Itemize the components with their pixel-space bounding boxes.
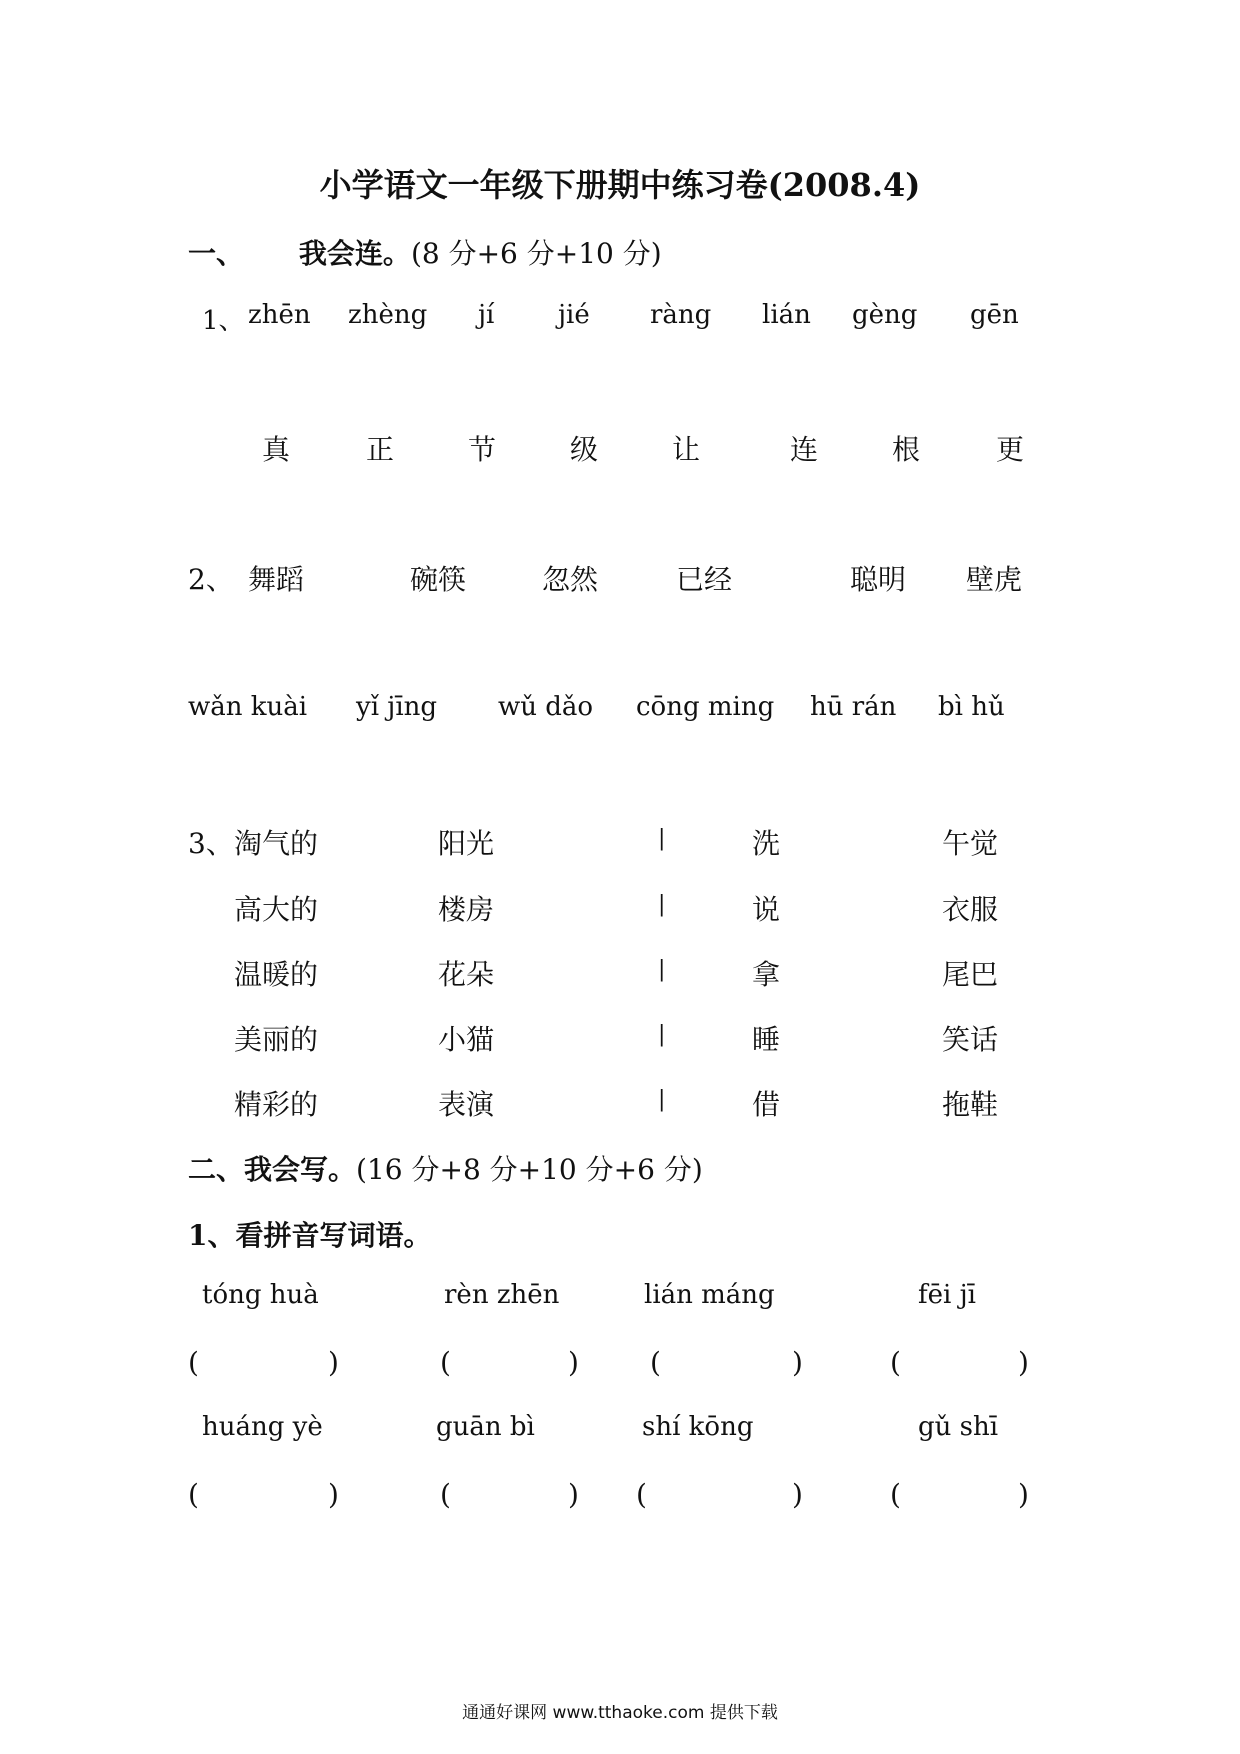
q3-separator: | [658,1022,666,1047]
q1-char-4: 让 [672,433,701,466]
answer-box-open: ( [890,1346,901,1379]
q3-object-4: 拖鞋 [942,1088,999,1121]
q3-noun-2: 花朵 [438,958,495,991]
section2-title: 我会写。 [244,1153,357,1186]
q1-pinyin-3: jié [558,300,590,330]
s2-pinyin-0: tóng huà [202,1280,319,1310]
q1-pinyin-4: ràng [650,300,712,330]
q2-pinyin-0: wǎn kuài [188,692,308,722]
s2-pinyin-6: shí kōng [642,1412,754,1442]
answer-box-open: ( [636,1478,647,1511]
q1-char-6: 根 [892,433,921,466]
q1-pinyin-2: jí [478,300,495,330]
answer-box-close: ) [328,1346,339,1379]
section2-q1-heading: 1、看拼音写词语。 [188,1219,432,1252]
answer-box-close: ) [1018,1478,1029,1511]
answer-box-close: ) [568,1346,579,1379]
answer-box-close: ) [568,1478,579,1511]
q3-adj-4: 精彩的 [234,1088,319,1121]
q3-separator: | [658,892,666,917]
answer-box-close: ) [792,1346,803,1379]
answer-box-close: ) [1018,1346,1029,1379]
s2-pinyin-5: guān bì [436,1412,535,1442]
q3-verb-4: 借 [752,1088,781,1121]
answer-box-open: ( [890,1478,901,1511]
answer-box-close: ) [328,1478,339,1511]
q3-separator: | [658,1087,666,1112]
q1-pinyin-0: zhēn [248,300,311,330]
s2-pinyin-2: lián máng [644,1280,775,1310]
q3-separator: | [658,957,666,982]
s2-pinyin-1: rèn zhēn [444,1280,560,1310]
q3-object-0: 午觉 [942,827,999,860]
q3-object-3: 笑话 [942,1023,999,1056]
q1-label: 1、 [202,306,245,336]
q2-pinyin-3: cōng ming [636,692,775,722]
q3-noun-3: 小猫 [438,1023,495,1056]
section1-heading [188,232,662,272]
q2-label: 2、 [188,563,234,596]
q1-pinyin-7: gēn [970,300,1019,330]
q3-adj-3: 美丽的 [234,1023,319,1056]
section1-points: (8 分+6 分+10 分) [410,237,662,270]
q3-separator: | [658,826,666,851]
q1-pinyin-1: zhèng [348,300,428,330]
q1-char-1: 正 [366,433,395,466]
q3-label: 3、 [188,827,234,860]
q2-pinyin-5: bì hǔ [938,692,1005,722]
q3-object-2: 尾巴 [942,958,999,991]
footer-credit: 通通好课网 www.tthaoke.com 提供下载 [462,1703,778,1723]
q3-verb-1: 说 [752,893,781,926]
section2-points: (16 分+8 分+10 分+6 分) [356,1153,703,1186]
q3-noun-0: 阳光 [438,827,495,860]
answer-box-open: ( [440,1346,451,1379]
q1-pinyin-6: gèng [852,300,918,330]
q1-char-5: 连 [790,433,819,466]
answer-box-open: ( [440,1478,451,1511]
section2-number: 二、 [188,1153,245,1186]
section2-heading [188,1148,703,1188]
q3-noun-4: 表演 [438,1088,495,1121]
q2-pinyin-1: yǐ jīng [356,692,438,722]
answer-box-open: ( [188,1346,199,1379]
q2-word-2: 忽然 [542,563,599,596]
q2-pinyin-2: wǔ dǎo [498,692,594,722]
q3-verb-0: 洗 [752,827,781,860]
q3-adj-0: 淘气的 [234,827,319,860]
page-title: 小学语文一年级下册期中练习卷(2008.4) [319,166,921,204]
q3-verb-2: 拿 [752,958,781,991]
q3-adj-1: 高大的 [234,893,319,926]
section1-number: 一、 [188,237,245,270]
q3-adj-2: 温暖的 [234,958,319,991]
s2-pinyin-3: fēi jī [918,1280,976,1310]
q1-char-0: 真 [262,433,291,466]
q2-pinyin-4: hū rán [810,692,897,722]
s2-pinyin-7: gǔ shī [918,1412,999,1442]
q3-verb-3: 睡 [752,1023,781,1056]
q1-char-2: 节 [468,433,497,466]
q2-word-4: 聪明 [850,563,907,596]
q2-word-1: 碗筷 [410,563,467,596]
s2-pinyin-4: huáng yè [202,1412,323,1442]
section1-title: 我会连。 [298,237,411,270]
q2-word-0: 舞蹈 [248,563,305,596]
q3-noun-1: 楼房 [438,893,495,926]
answer-box-open: ( [650,1346,661,1379]
q1-char-7: 更 [996,433,1025,466]
q1-pinyin-5: lián [762,300,811,330]
q1-char-3: 级 [570,433,599,466]
answer-box-open: ( [188,1478,199,1511]
q3-object-1: 衣服 [942,893,999,926]
answer-box-close: ) [792,1478,803,1511]
q2-word-5: 壁虎 [966,563,1023,596]
q2-word-3: 已经 [676,563,733,596]
